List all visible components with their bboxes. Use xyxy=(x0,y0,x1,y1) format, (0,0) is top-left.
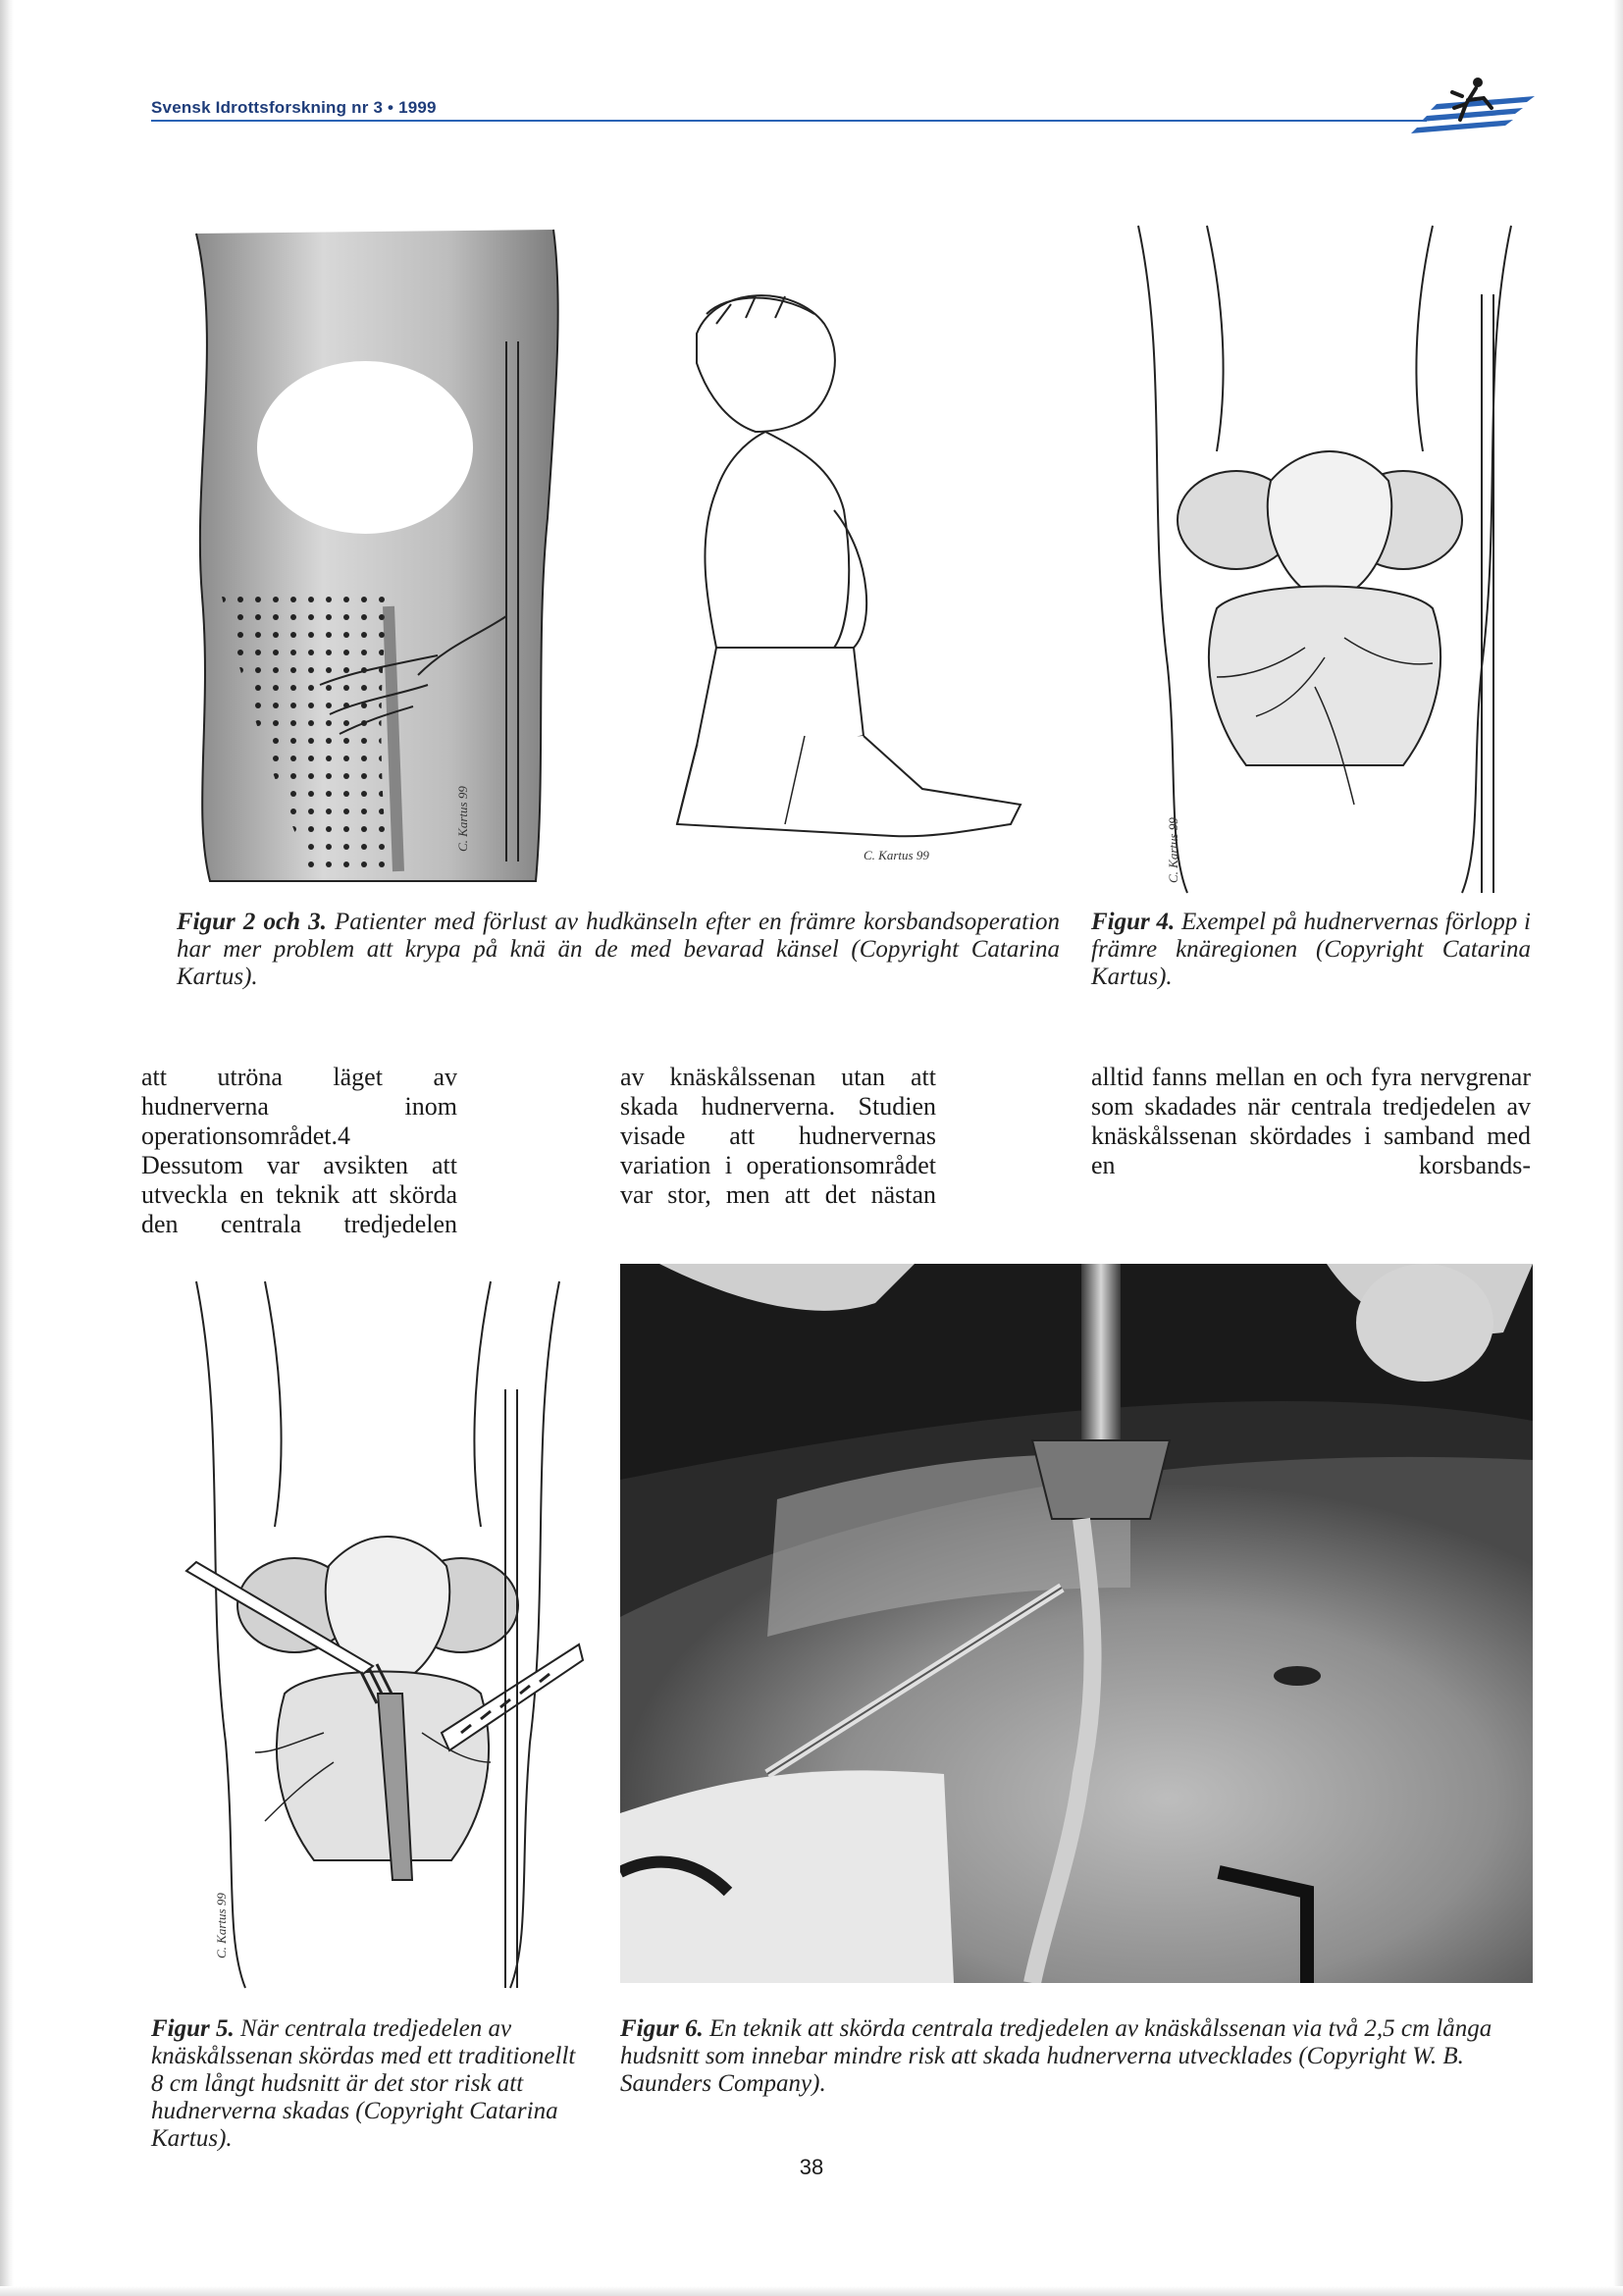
figure-3-signature: C. Kartus 99 xyxy=(864,848,929,862)
figure-4-drawing xyxy=(1109,216,1541,903)
figure-5-caption-label: Figur 5. xyxy=(151,2015,235,2042)
figure-6-surgical-photo xyxy=(620,1264,1533,1983)
figure-5-tendon-harvest-drawing xyxy=(167,1272,599,1998)
body-column-1: att utröna läget av hudnerverna inom operationsområdet.4 Dessutom var avsikten att utveckla en teknik att skörda den centrala tredjedelen xyxy=(141,1063,457,1238)
figure-6-caption-text: En teknik att skörda centrala tredjedelen av knäskålssenan via två 2,5 cm långa hudsnitt som innebar mindre risk att skada hudnerverna utvecklades (Copyright W. B. Saunders Company). xyxy=(620,2015,1492,2097)
figure-2-3-caption-text: Patienter med förlust av hudkänseln efter en främre korsbandsoperation har mer problem att krypa på knä än de med bevarad känsel (Copyright Catarina Kartus). xyxy=(177,909,1060,990)
figure-2-signature: C. Kartus 99 xyxy=(455,786,470,852)
figure-6-photo xyxy=(620,1264,1533,1983)
page-edge-shadow-bottom xyxy=(0,2286,1623,2296)
figure-6-caption-label: Figur 6. xyxy=(620,2015,704,2042)
figure-4-caption-text: Exempel på hudnervernas förlopp i främre knäregionen (Copyright Catarina Kartus). xyxy=(1091,909,1531,990)
figure-5-caption xyxy=(151,2015,583,2153)
figure-5-caption-text: När centrala tredjedelen av knäskålssenan skördas med ett traditionellt 8 cm långt hudsnitt är det stor risk att hudnerverna skadas (Copyright Catarina Kartus). xyxy=(151,2015,576,2152)
header-rule xyxy=(151,120,1427,122)
figure-4-caption xyxy=(1091,909,1531,991)
figure-4-knee-nerves xyxy=(1109,216,1541,903)
page-number: 38 xyxy=(799,2155,824,2179)
page-edge-shadow xyxy=(0,0,14,2296)
figure-4-caption-label: Figur 4. xyxy=(1091,909,1176,935)
figure-5-signature: C. Kartus 99 xyxy=(214,1893,229,1958)
page-edge-shadow-right xyxy=(1613,0,1623,2296)
body-column-2: av knäskålssenan utan att skada hudnerverna. Studien visade att hudnervernas variation i operationsområdet var stor, men att det nästan xyxy=(620,1063,936,1209)
figure-3-drawing xyxy=(638,275,1070,863)
figure-2-3-caption xyxy=(177,909,1060,991)
running-header xyxy=(151,94,1531,133)
figure-3-kneeling-patient xyxy=(638,275,1070,863)
figure-4-signature: C. Kartus 99 xyxy=(1166,817,1180,883)
runner-logo-icon xyxy=(1397,75,1535,133)
figure-2-knee-sensory-loss xyxy=(183,224,595,891)
body-column-3: alltid fanns mellan en och fyra nervgrenar som skadades när centrala tredjedelen av knäskålssenan skördades i samband med en korsbands- xyxy=(1091,1063,1531,1179)
figure-5-drawing xyxy=(167,1272,599,1998)
figure-2-drawing xyxy=(183,224,595,891)
figure-2-3-caption-label: Figur 2 och 3. xyxy=(177,909,327,935)
figure-6-caption xyxy=(620,2015,1533,2098)
journal-title: Svensk Idrottsforskning nr 3 • 1999 xyxy=(151,98,437,117)
